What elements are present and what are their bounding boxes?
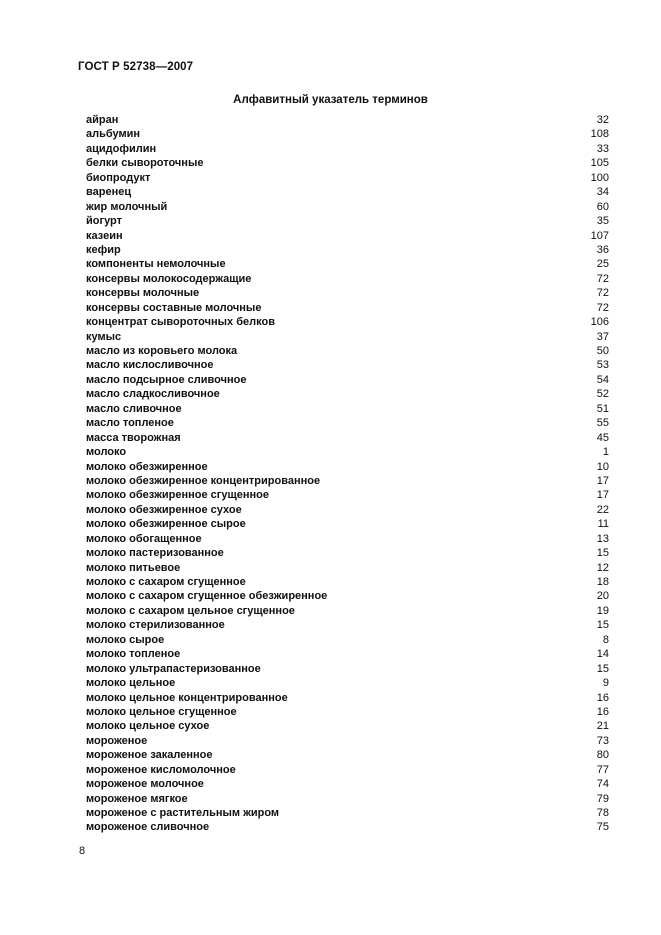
index-page-ref: 15 — [596, 619, 609, 632]
index-term: молоко цельное — [86, 677, 176, 690]
index-entry — [86, 575, 609, 589]
index-entry — [86, 127, 609, 141]
index-page-ref: 9 — [602, 677, 609, 690]
index-page-ref: 72 — [596, 272, 609, 285]
index-entry — [86, 257, 609, 271]
index-entry — [86, 532, 609, 546]
index-term: масло из коровьего молока — [86, 345, 238, 357]
index-term: консервы составные молочные — [86, 301, 262, 314]
index-term: молоко пастеризованное — [86, 547, 224, 560]
index-entry — [86, 503, 609, 517]
index-term: молоко с сахаром сгущенное обезжиренное — [86, 590, 328, 603]
index-page-ref: 36 — [596, 243, 609, 256]
index-term: молоко обезжиренное сухое — [86, 503, 242, 516]
index-term: масса творожная — [86, 431, 181, 444]
index-entry — [86, 185, 609, 199]
index-page-ref: 80 — [596, 749, 609, 762]
index-term: масло топленое — [86, 417, 174, 430]
index-entry — [86, 604, 609, 618]
index-entry — [86, 286, 609, 300]
index-term: варенец — [86, 186, 132, 199]
index-term: молоко стерилизованное — [86, 619, 225, 632]
index-term: молоко ультрапастеризованное — [86, 662, 261, 675]
index-page-ref: 75 — [596, 821, 609, 834]
index-page-ref: 37 — [596, 330, 609, 343]
index-page-ref: 1 — [602, 446, 609, 459]
index-entry — [86, 387, 609, 401]
index-entry — [86, 358, 609, 372]
index-entry — [86, 171, 609, 185]
index-page-ref: 52 — [596, 388, 609, 401]
index-page-ref: 15 — [596, 662, 609, 675]
index-term: мороженое — [86, 734, 148, 747]
index-term: молоко цельное сгущенное — [86, 705, 237, 718]
index-entry — [86, 344, 609, 358]
index-entry — [86, 763, 609, 777]
index-page-ref: 100 — [590, 171, 609, 184]
index-entry — [86, 676, 609, 690]
index-entry — [86, 662, 609, 676]
index-term: ацидофилин — [86, 142, 157, 155]
index-page-ref: 8 — [602, 633, 609, 646]
index-term: казеин — [86, 229, 123, 242]
index-entry — [86, 330, 609, 344]
index-entry — [86, 705, 609, 719]
index-page-ref: 105 — [590, 157, 609, 170]
index-page-ref: 54 — [596, 373, 609, 386]
index-term: молоко с сахаром сгущенное — [86, 576, 246, 588]
index-entry — [86, 315, 609, 329]
index-term: биопродукт — [86, 171, 151, 184]
index-term: молоко топленое — [86, 648, 181, 661]
index-term: мороженое кисломолочное — [86, 763, 236, 776]
index-entry — [86, 431, 609, 445]
index-term: масло сладкосливочное — [86, 388, 220, 401]
index-entry — [86, 416, 609, 430]
index-term: молоко с сахаром цельное сгущенное — [86, 604, 295, 617]
index-page-ref: 79 — [596, 792, 609, 805]
index-entry — [86, 214, 609, 228]
index-page-ref: 53 — [596, 359, 609, 372]
index-entry — [86, 691, 609, 705]
index-entry — [86, 488, 609, 502]
index-term: концентрат сывороточных белков — [86, 316, 275, 329]
index-page-ref: 34 — [596, 186, 609, 199]
index-entry — [86, 618, 609, 632]
index-page-ref: 18 — [596, 576, 609, 588]
index-page-ref: 73 — [596, 734, 609, 747]
index-term: айран — [86, 114, 119, 126]
index-term: молоко цельное сухое — [86, 720, 210, 733]
index-page-ref: 25 — [596, 258, 609, 271]
index-page-ref: 77 — [596, 763, 609, 776]
index-page-ref: 22 — [596, 503, 609, 516]
index-page-ref: 16 — [596, 705, 609, 718]
index-entry — [86, 243, 609, 257]
index-term: масло подсырное сливочное — [86, 373, 247, 386]
index-entry — [86, 748, 609, 762]
index-term: консервы молокосодержащие — [86, 272, 252, 285]
index-page-ref: 17 — [596, 489, 609, 502]
index-term: молоко сырое — [86, 633, 165, 646]
index-term: мороженое сливочное — [86, 821, 210, 834]
index-term: молоко обезжиренное — [86, 460, 208, 473]
index-term: молоко обезжиренное сгущенное — [86, 489, 270, 502]
index-page-ref: 74 — [596, 778, 609, 791]
index-page-ref: 32 — [596, 114, 609, 126]
index-term: мороженое мягкое — [86, 792, 188, 805]
index-entry — [86, 820, 609, 834]
index-page-ref: 19 — [596, 604, 609, 617]
index-entry — [86, 272, 609, 286]
index-term: йогурт — [86, 215, 122, 228]
index-term: масло сливочное — [86, 402, 182, 415]
index-term: мороженое молочное — [86, 778, 204, 791]
index-page-ref: 21 — [596, 720, 609, 733]
index-term: компоненты немолочные — [86, 258, 226, 271]
term-index-list — [86, 113, 609, 835]
index-page-ref: 108 — [590, 128, 609, 141]
index-entry — [86, 734, 609, 748]
index-term: альбумин — [86, 128, 141, 141]
index-page-ref: 72 — [596, 301, 609, 314]
index-title: Алфавитный указатель терминов — [233, 94, 428, 106]
index-page-ref: 35 — [596, 215, 609, 228]
index-term: молоко обезжиренное концентрированное — [86, 474, 321, 487]
index-entry — [86, 719, 609, 733]
index-page-ref: 51 — [596, 402, 609, 415]
index-term: молоко цельное концентрированное — [86, 691, 288, 704]
page-number: 8 — [79, 845, 86, 857]
index-page-ref: 78 — [596, 807, 609, 819]
index-entry — [86, 561, 609, 575]
index-entry — [86, 402, 609, 416]
index-page-ref: 45 — [596, 431, 609, 444]
index-term: консервы молочные — [86, 287, 200, 300]
index-entry — [86, 142, 609, 156]
index-page-ref: 14 — [596, 648, 609, 661]
index-page-ref: 13 — [596, 532, 609, 545]
index-term: кефир — [86, 243, 121, 256]
index-entry — [86, 301, 609, 315]
document-code: ГОСТ Р 52738—2007 — [78, 61, 194, 73]
index-term: молоко питьевое — [86, 561, 181, 574]
index-page-ref: 50 — [596, 345, 609, 357]
index-term: мороженое с растительным жиром — [86, 807, 280, 819]
index-entry — [86, 229, 609, 243]
index-entry — [86, 474, 609, 488]
index-entry — [86, 633, 609, 647]
index-entry — [86, 460, 609, 474]
index-term: жир молочный — [86, 200, 168, 213]
index-entry — [86, 806, 609, 820]
index-term: кумыс — [86, 330, 122, 343]
index-page-ref: 60 — [596, 200, 609, 213]
index-page-ref: 20 — [596, 590, 609, 603]
index-page-ref: 15 — [596, 547, 609, 560]
index-page-ref: 11 — [597, 518, 609, 531]
index-entry — [86, 647, 609, 661]
index-entry — [86, 156, 609, 170]
index-term: молоко — [86, 446, 127, 459]
index-page-ref: 33 — [596, 142, 609, 155]
index-page-ref: 17 — [596, 474, 609, 487]
index-term: мороженое закаленное — [86, 749, 213, 762]
index-entry — [86, 517, 609, 531]
index-page-ref: 12 — [596, 561, 609, 574]
index-entry — [86, 546, 609, 560]
index-entry — [86, 445, 609, 459]
index-term: молоко обезжиренное сырое — [86, 518, 246, 531]
index-entry — [86, 792, 609, 806]
index-term: масло кислосливочное — [86, 359, 214, 372]
index-page-ref: 106 — [590, 316, 609, 329]
index-term: молоко обогащенное — [86, 532, 202, 545]
index-page-ref: 72 — [596, 287, 609, 300]
index-page-ref: 55 — [596, 417, 609, 430]
index-entry — [86, 113, 609, 127]
index-page-ref: 16 — [596, 691, 609, 704]
index-page-ref: 10 — [596, 460, 609, 473]
index-entry — [86, 777, 609, 791]
index-page-ref: 107 — [590, 229, 609, 242]
index-term: белки сывороточные — [86, 157, 204, 170]
index-entry — [86, 373, 609, 387]
index-entry — [86, 200, 609, 214]
index-entry — [86, 589, 609, 603]
